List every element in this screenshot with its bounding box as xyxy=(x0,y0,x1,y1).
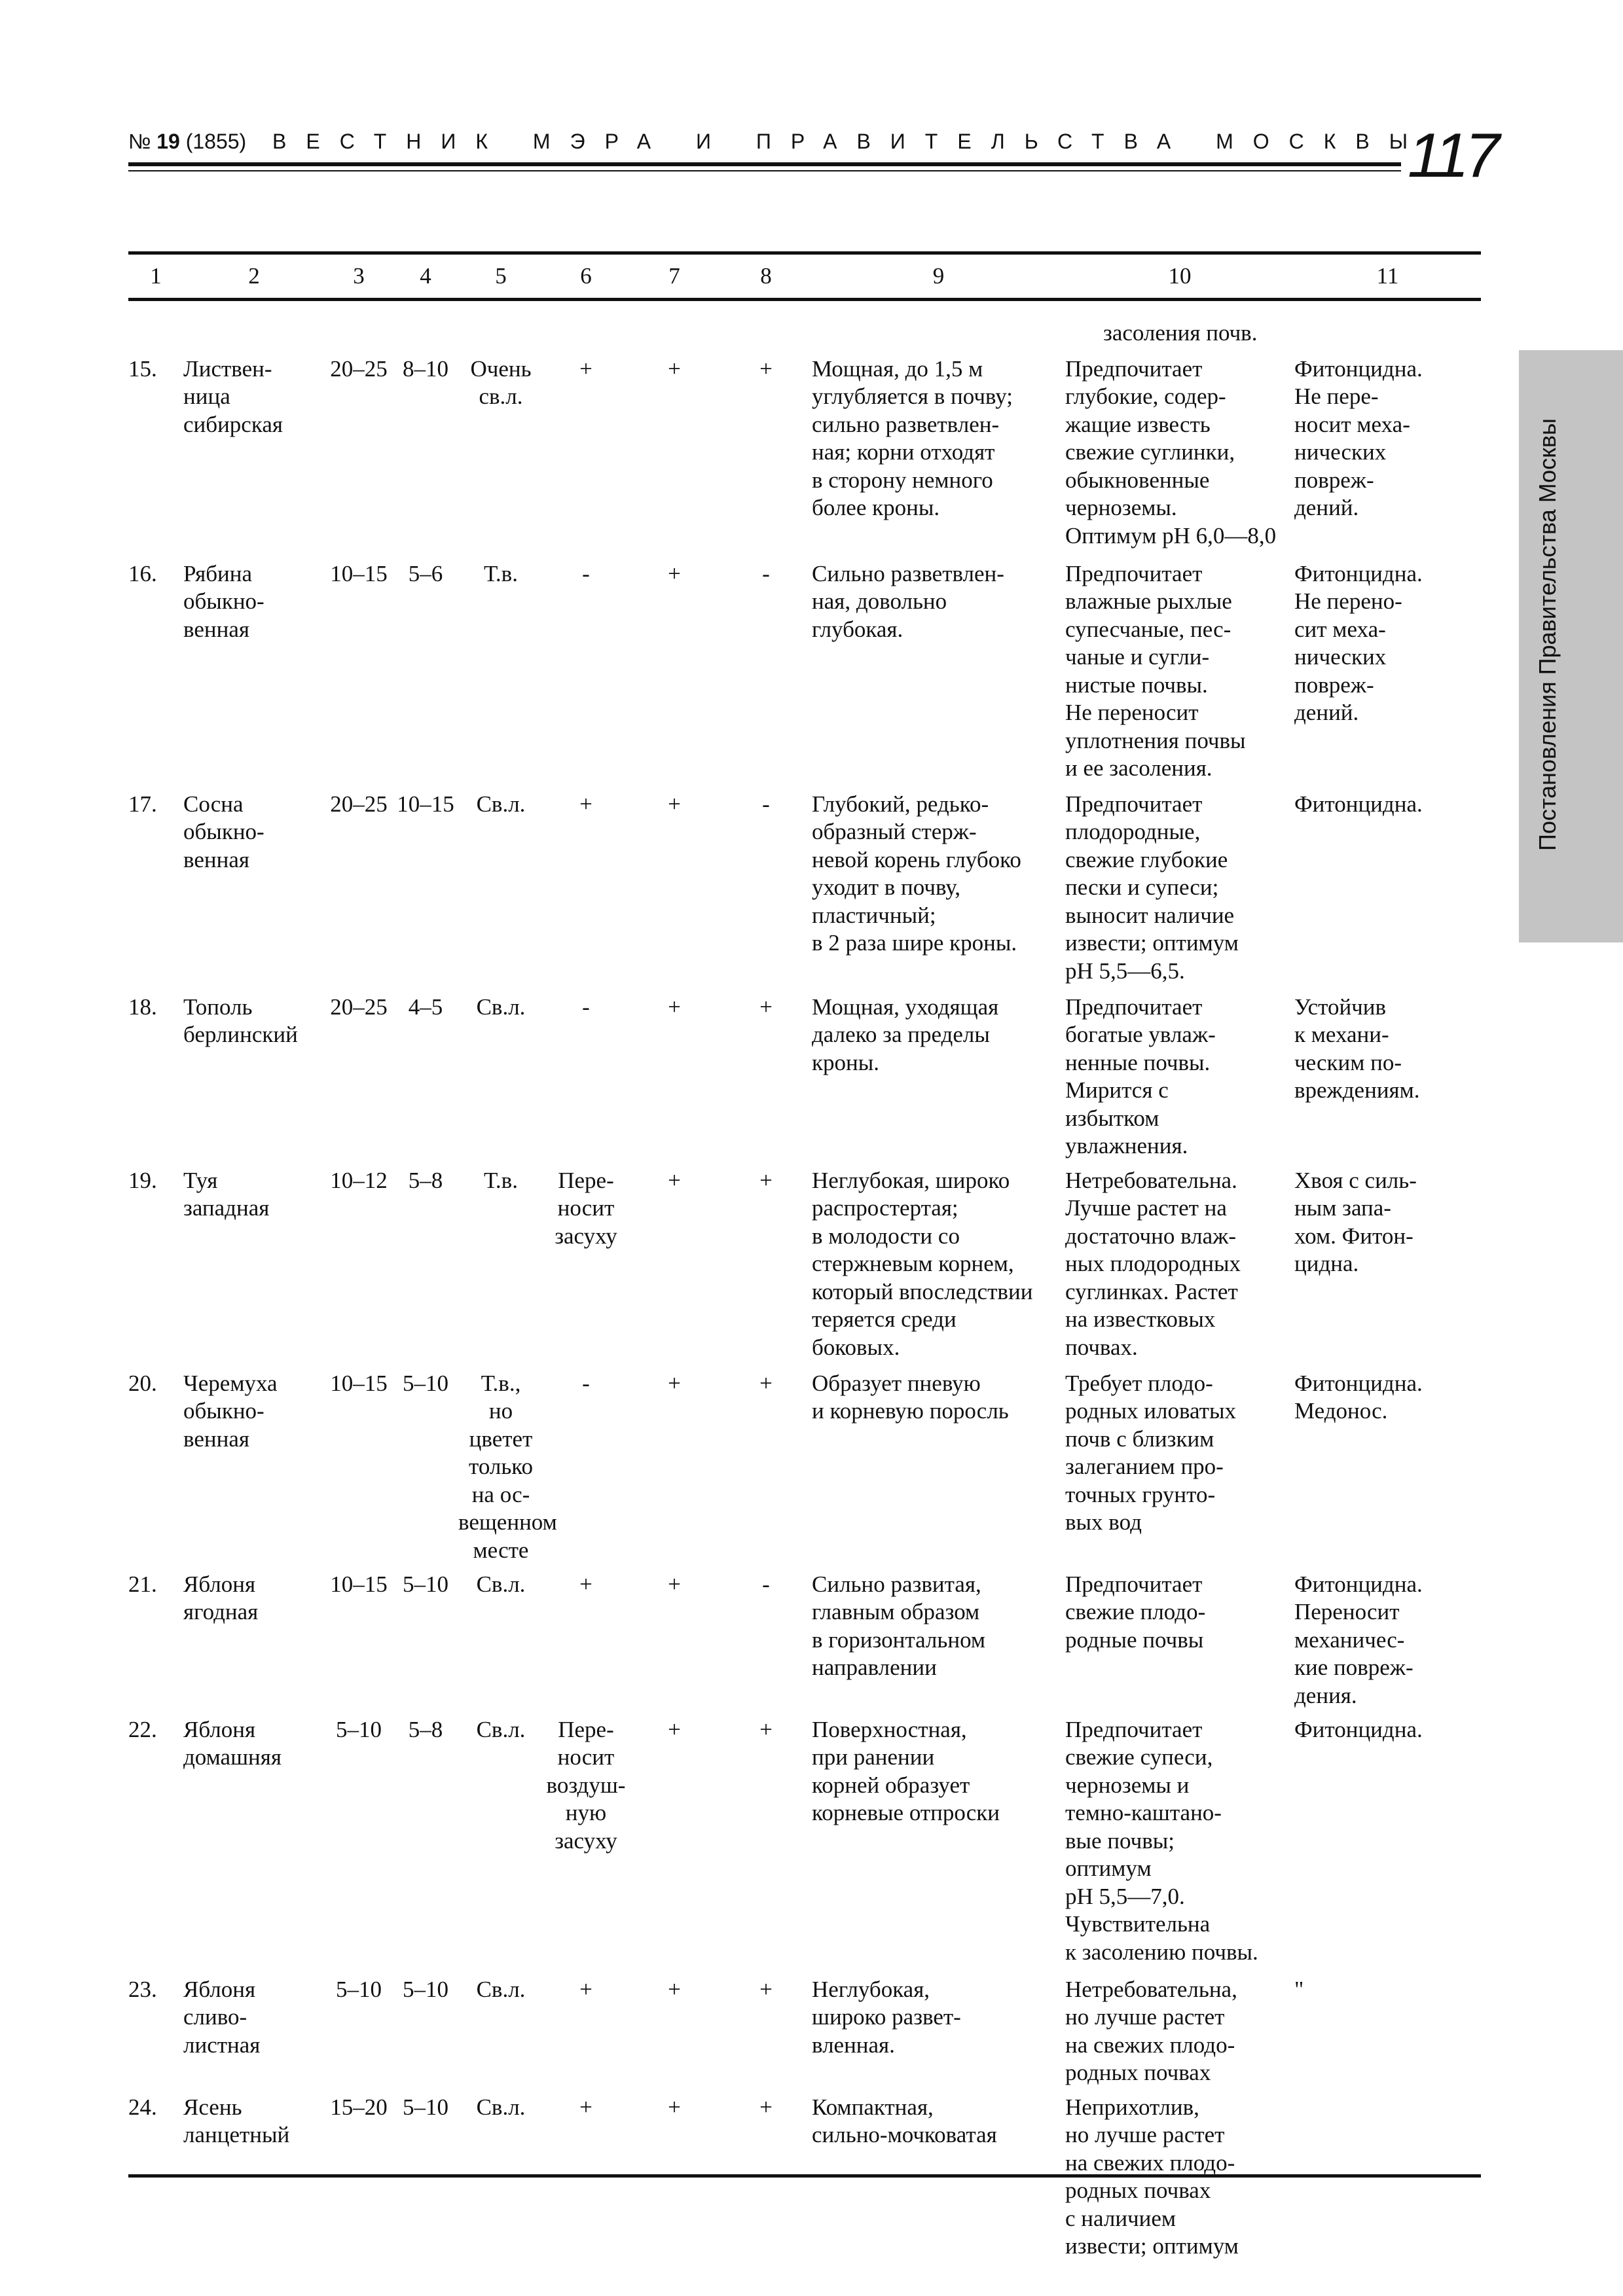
issue-number: 19 xyxy=(156,130,180,153)
running-header xyxy=(128,130,1428,160)
height: 20–25 xyxy=(330,355,388,382)
light-requirement: Св.л. xyxy=(476,994,526,1020)
species-name: Туя западная xyxy=(183,1167,270,1221)
species-name: Рябина обыкно- венная xyxy=(183,560,264,642)
column-7-mark: + xyxy=(668,1976,681,2002)
light-requirement: Очень св.л. xyxy=(470,355,532,409)
drought-tolerance: - xyxy=(582,994,590,1020)
table-body xyxy=(128,300,1481,2282)
row-number: 15. xyxy=(128,355,157,382)
light-requirement: Св.л. xyxy=(476,1716,526,1742)
table-row xyxy=(128,355,1481,560)
species-table xyxy=(128,251,1481,2282)
column-header-10: 10 xyxy=(1065,253,1294,300)
column-header-7: 7 xyxy=(629,253,720,300)
height: 10–15 xyxy=(330,560,388,586)
notes: Хвоя с силь- ным запа- хом. Фитон- цидна. xyxy=(1294,1167,1417,1276)
species-name: Ясень ланцетный xyxy=(183,2094,290,2147)
column-7-mark: + xyxy=(668,560,681,586)
soil-requirements: Нетребовательна, но лучше растет на свежих плодо- родных почвах xyxy=(1065,1976,1237,2085)
column-7-mark: + xyxy=(668,791,681,817)
issue-year: (1855) xyxy=(185,130,247,153)
soil-requirements: Предпочитает богатые увлаж- ненные почвы. Мирится с избытком увлажнения. xyxy=(1065,994,1216,1158)
crown-width: 5–10 xyxy=(403,2094,448,2120)
light-requirement: Т.в. xyxy=(484,560,518,586)
notes: Фитонцидна. Медонос. xyxy=(1294,1370,1423,1424)
column-header-9: 9 xyxy=(812,253,1065,300)
crown-width: 10–15 xyxy=(397,791,454,817)
crown-width: 5–10 xyxy=(403,1571,448,1597)
species-name: Яблоня сливо- листная xyxy=(183,1976,261,2058)
carry-over-text: засоления почв. xyxy=(1103,320,1258,346)
table-row xyxy=(128,1571,1481,1716)
notes: Устойчив к механи- ческим по- вреждениям. xyxy=(1294,994,1420,1103)
row-number: 18. xyxy=(128,994,157,1020)
column-header-11: 11 xyxy=(1294,253,1481,300)
soil-requirements: Предпочитает плодородные, свежие глубокие пески и супеси; выносит наличие извести; оптимум pH 5,5—6,5. xyxy=(1065,791,1239,984)
column-8-mark: + xyxy=(759,2094,773,2120)
column-8-mark: + xyxy=(759,1167,773,1193)
species-name: Яблоня ягодная xyxy=(183,1571,259,1624)
row-number: 21. xyxy=(128,1571,157,1597)
height: 10–12 xyxy=(330,1167,388,1193)
soil-requirements: Предпочитает свежие супеси, черноземы и темно-каштано- вые почвы; оптимум pH 5,5—7,0. Чувствительна к засолению почвы. xyxy=(1065,1716,1258,1965)
column-number-row xyxy=(128,253,1481,300)
notes: " xyxy=(1294,1976,1304,2002)
column-7-mark: + xyxy=(668,1716,681,1742)
column-7-mark: + xyxy=(668,2094,681,2120)
table-bottom-rule xyxy=(128,2174,1481,2178)
crown-width: 5–8 xyxy=(408,1167,443,1193)
column-8-mark: + xyxy=(759,994,773,1020)
table-row xyxy=(128,560,1481,791)
column-7-mark: + xyxy=(668,1167,681,1193)
drought-tolerance: + xyxy=(579,2094,593,2120)
drought-tolerance: + xyxy=(579,355,593,382)
root-system: Сильно развитая, главным образом в горизонтальном направлении xyxy=(812,1571,986,1680)
drought-tolerance: Пере- носит засуху xyxy=(555,1167,617,1249)
row-number: 24. xyxy=(128,2094,157,2120)
notes: Фитонцидна. xyxy=(1294,1716,1423,1742)
light-requirement: Т.в. xyxy=(484,1167,518,1193)
height: 15–20 xyxy=(330,2094,388,2120)
soil-requirements: Неприхотлив, но лучше растет на свежих плодо- родных почвах с наличием извести; оптимум xyxy=(1065,2094,1239,2259)
crown-width: 5–8 xyxy=(408,1716,443,1742)
height: 10–15 xyxy=(330,1370,388,1396)
root-system: Поверхностная, при ранении корней образует корневые отпроски xyxy=(812,1716,1000,1825)
journal-title: ВЕСТНИК МЭРА И ПРАВИТЕЛЬСТВА МОСКВЫ xyxy=(272,130,1428,153)
notes: Фитонцидна. Не перено- сит меха- нических повреж- дений. xyxy=(1294,560,1423,725)
header-rule-thin xyxy=(128,170,1401,171)
species-name: Листвен- ница сибирская xyxy=(183,355,283,437)
root-system: Неглубокая, широко распростертая; в молодости со стержневым корнем, который впоследствии теряется среди боковых. xyxy=(812,1167,1033,1360)
soil-requirements: Нетребовательна. Лучше растет на достаточно влаж- ных плодородных суглинках. Растет на известковых почвах. xyxy=(1065,1167,1241,1360)
row-number: 23. xyxy=(128,1976,157,2002)
column-8-mark: - xyxy=(762,560,770,586)
issue-sign: № xyxy=(128,130,151,153)
table-row xyxy=(128,1716,1481,1976)
column-7-mark: + xyxy=(668,355,681,382)
root-system: Мощная, уходящая далеко за пределы кроны. xyxy=(812,994,999,1075)
root-system: Глубокий, редько- образный стерж- невой корень глубоко уходит в почву, пластичный; в 2 раза шире кроны. xyxy=(812,791,1021,956)
soil-requirements: Требует плодо- родных иловатых почв с близким залеганием про- точных грунто- вых вод xyxy=(1065,1370,1236,1535)
species-name: Тополь берлинский xyxy=(183,994,298,1047)
notes xyxy=(1294,2094,1481,2282)
drought-tolerance: Пере- носит воздуш- ную засуху xyxy=(546,1716,626,1854)
row-number: 16. xyxy=(128,560,157,586)
column-header-4: 4 xyxy=(393,253,458,300)
crown-width: 8–10 xyxy=(403,355,448,382)
soil-requirements: Предпочитает влажные рыхлые супесчаные, пес- чаные и сугли- нистые почвы. Не переносит уплотнения почвы и ее засоления. xyxy=(1065,560,1246,781)
root-system: Сильно разветвлен- ная, довольно глубокая. xyxy=(812,560,1004,642)
column-7-mark: + xyxy=(668,994,681,1020)
table-row xyxy=(128,1976,1481,2094)
column-header-5: 5 xyxy=(458,253,543,300)
column-8-mark: + xyxy=(759,355,773,382)
row-number: 19. xyxy=(128,1167,157,1193)
notes: Фитонцидна. Не пере- носит меха- нических повреж- дений. xyxy=(1294,355,1423,520)
species-name: Яблоня домашняя xyxy=(183,1716,282,1770)
column-header-6: 6 xyxy=(543,253,629,300)
spacer-row xyxy=(128,300,1481,355)
crown-width: 5–6 xyxy=(408,560,443,586)
table-row xyxy=(128,994,1481,1167)
height: 5–10 xyxy=(336,1976,382,2002)
light-requirement: Св.л. xyxy=(476,791,526,817)
height: 5–10 xyxy=(336,1716,382,1742)
crown-width: 5–10 xyxy=(403,1976,448,2002)
table-row xyxy=(128,791,1481,994)
row-number: 22. xyxy=(128,1716,157,1742)
notes: Фитонцидна. Переносит механичес- кие повреж- дения. xyxy=(1294,1571,1423,1708)
species-name: Черемуха обыкно- венная xyxy=(183,1370,278,1452)
column-header-3: 3 xyxy=(325,253,393,300)
root-system: Мощная, до 1,5 м углубляется в почву; сильно разветвлен- ная; корни отходят в сторону немного более кроны. xyxy=(812,355,1013,520)
side-tab-label: Постановления Правительства Москвы xyxy=(1534,418,1561,851)
drought-tolerance: - xyxy=(582,560,590,586)
row-number: 17. xyxy=(128,791,157,817)
root-system: Неглубокая, широко развет- вленная. xyxy=(812,1976,961,2058)
drought-tolerance: + xyxy=(579,1571,593,1597)
column-7-mark: + xyxy=(668,1571,681,1597)
soil-requirements: Предпочитает свежие плодо- родные почвы xyxy=(1065,1571,1206,1653)
drought-tolerance: + xyxy=(579,1976,593,2002)
row-number: 20. xyxy=(128,1370,157,1396)
column-8-mark: + xyxy=(759,1976,773,2002)
root-system: Компактная, сильно-мочковатая xyxy=(812,2094,997,2147)
notes: Фитонцидна. xyxy=(1294,791,1423,817)
column-8-mark: - xyxy=(762,791,770,817)
page-number: 117 xyxy=(1408,120,1497,190)
species-name: Сосна обыкно- венная xyxy=(183,791,264,872)
issue-info xyxy=(128,130,246,154)
column-header-8: 8 xyxy=(720,253,812,300)
light-requirement: Св.л. xyxy=(476,2094,526,2120)
crown-width: 5–10 xyxy=(403,1370,448,1396)
light-requirement: Т.в., но цветет только на ос- вещенном месте xyxy=(458,1370,557,1563)
drought-tolerance: + xyxy=(579,791,593,817)
height: 10–15 xyxy=(330,1571,388,1597)
light-requirement: Св.л. xyxy=(476,1976,526,2002)
column-8-mark: - xyxy=(762,1571,770,1597)
table-row xyxy=(128,1370,1481,1571)
column-header-2: 2 xyxy=(183,253,325,300)
table-row xyxy=(128,1167,1481,1370)
table-row xyxy=(128,2094,1481,2282)
column-7-mark: + xyxy=(668,1370,681,1396)
drought-tolerance: - xyxy=(582,1370,590,1396)
height: 20–25 xyxy=(330,791,388,817)
light-requirement: Св.л. xyxy=(476,1571,526,1597)
column-header-1: 1 xyxy=(128,253,183,300)
column-8-mark: + xyxy=(759,1370,773,1396)
soil-requirements: Предпочитает глубокие, содер- жащие известь свежие суглинки, обыкновенные черноземы. Оптимум pH 6,0—8,0 xyxy=(1065,355,1277,548)
column-8-mark: + xyxy=(759,1716,773,1742)
header-rule-thick xyxy=(128,162,1401,166)
root-system: Образует пневую и корневую поросль xyxy=(812,1370,1009,1424)
height: 20–25 xyxy=(330,994,388,1020)
crown-width: 4–5 xyxy=(408,994,443,1020)
